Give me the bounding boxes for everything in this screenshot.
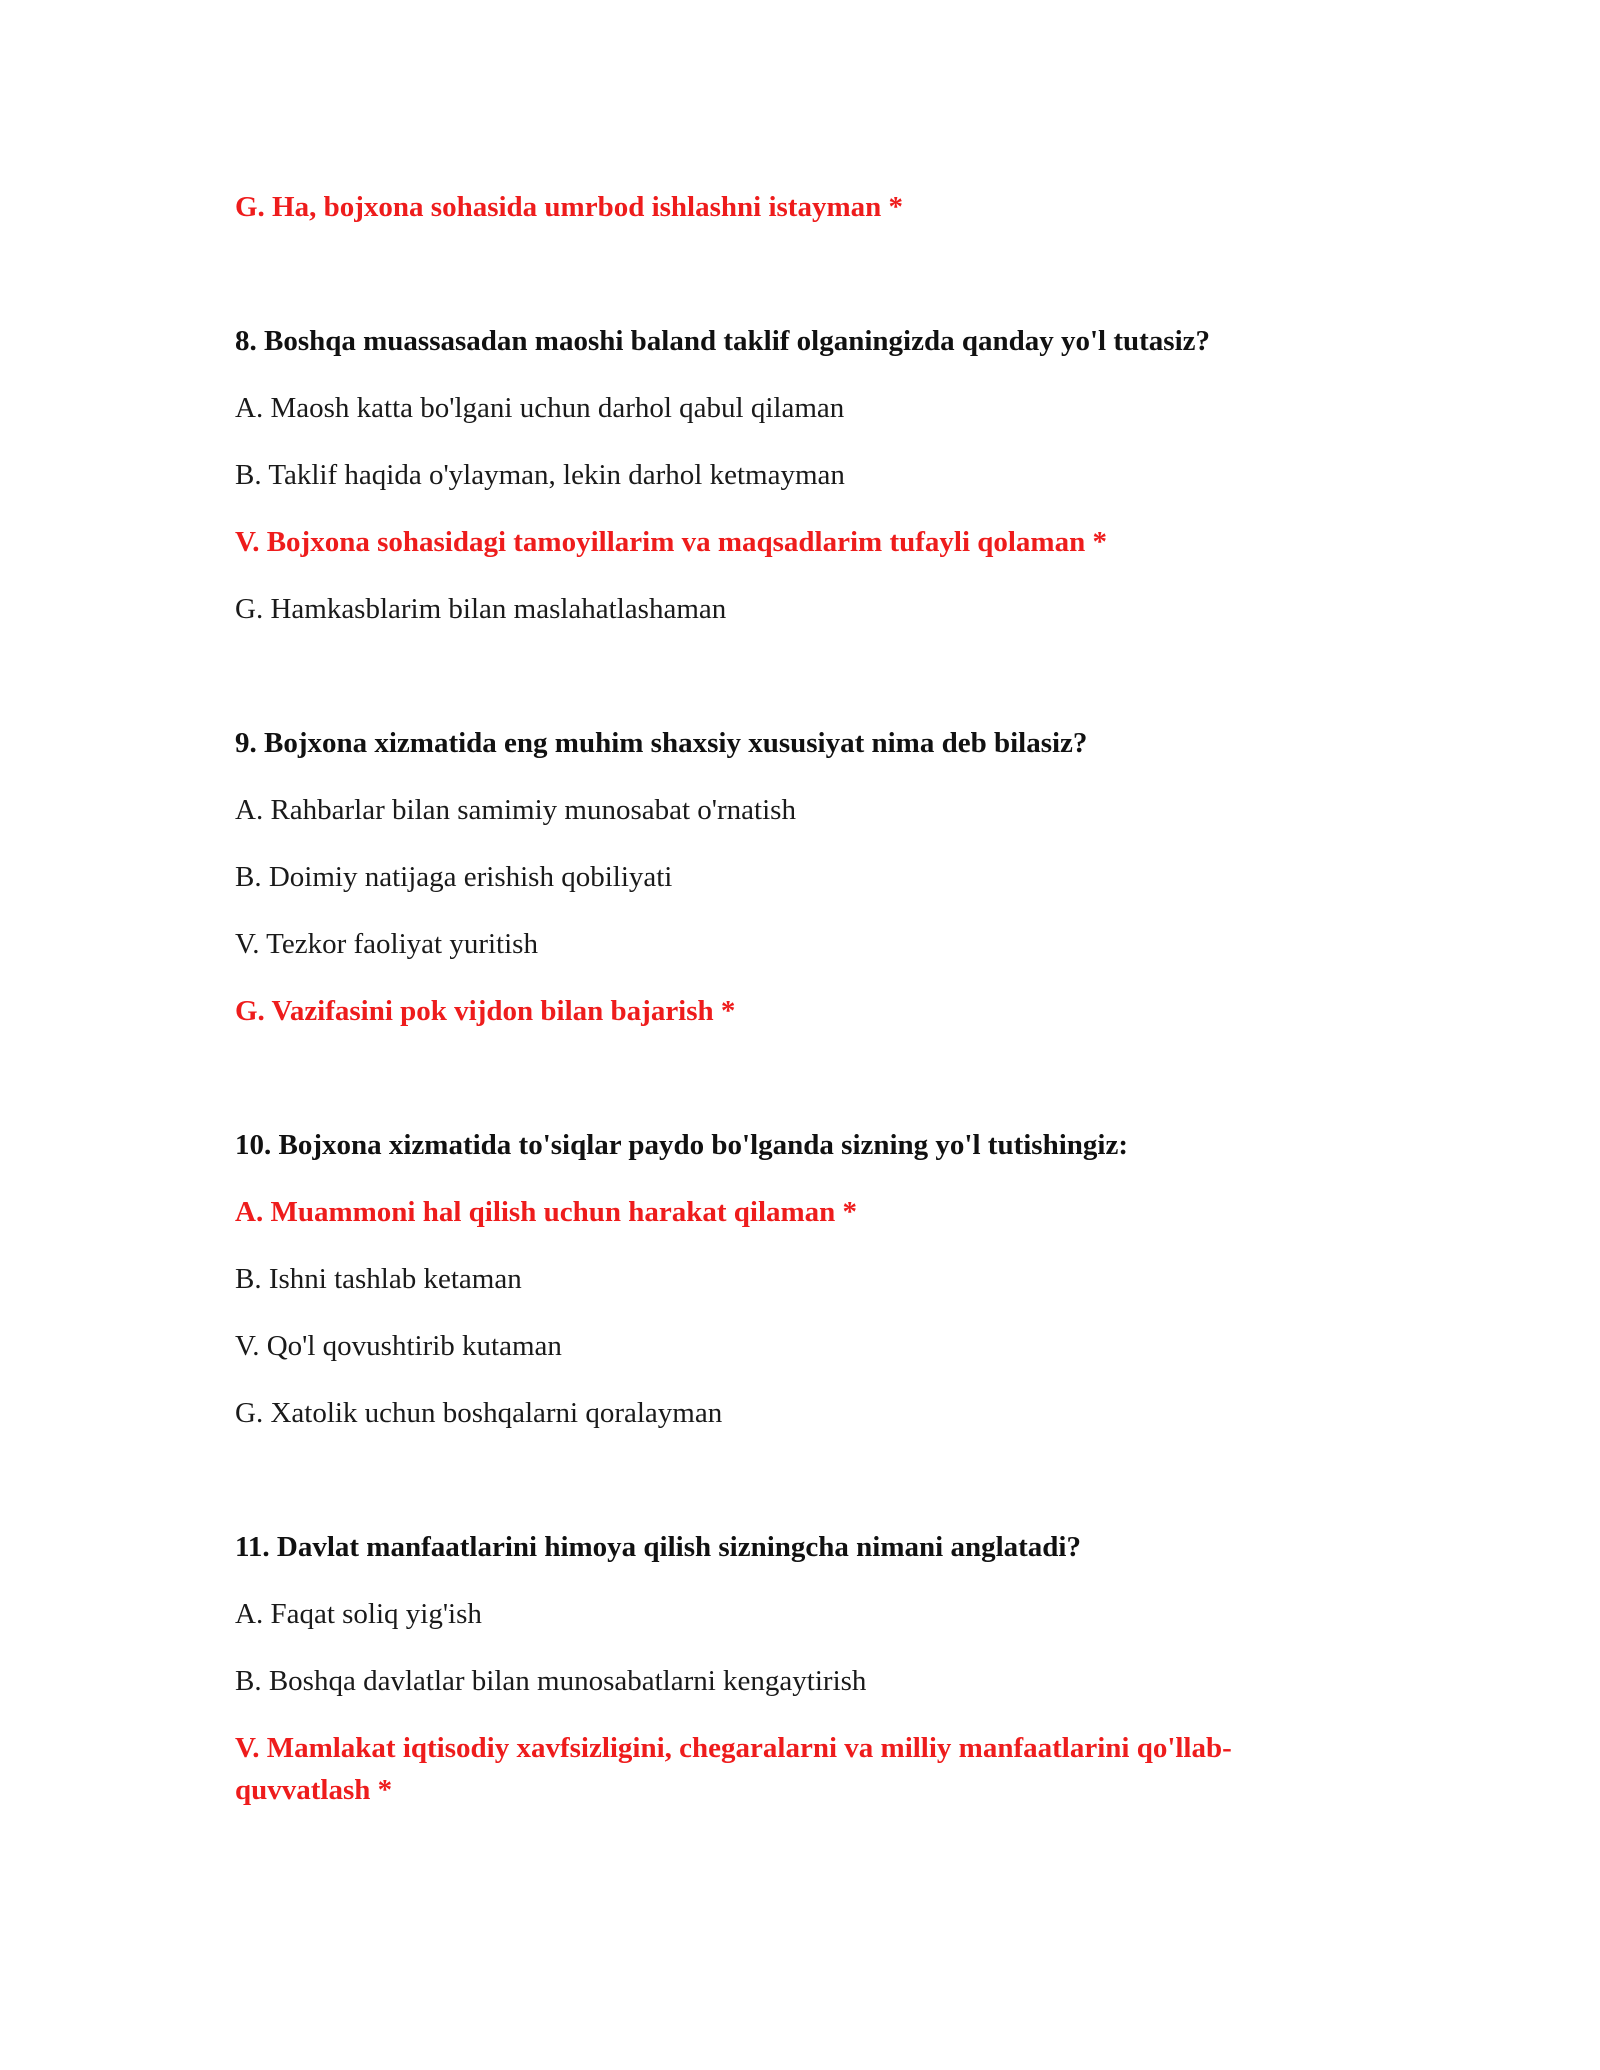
answer-option: B. Doimiy natijaga erishish qobiliyati	[235, 861, 673, 893]
question-8-text: 8. Boshqa muassasadan maoshi baland taklif olganingizda qanday yo'l tutasiz?	[235, 325, 1210, 357]
answer-option: A. Maosh katta bo'lgani uchun darhol qabul qilaman	[235, 392, 845, 424]
answer-option: G. Hamkasblarim bilan maslahatlashaman	[235, 593, 727, 625]
question-10-text: 10. Bojxona xizmatida to'siqlar paydo bo'lganda sizning yo'l tutishingiz:	[235, 1129, 1128, 1161]
answer-option: B. Boshqa davlatlar bilan munosabatlarni kengaytirish	[235, 1665, 867, 1697]
question-11-text: 11. Davlat manfaatlarini himoya qilish sizningcha nimani anglatadi?	[235, 1531, 1081, 1563]
answer-option: V. Qo'l qovushtirib kutaman	[235, 1330, 562, 1362]
answer-option: A. Rahbarlar bilan samimiy munosabat o'rnatish	[235, 794, 796, 826]
answer-option-correct: V. Mamlakat iqtisodiy xavfsizligini, chegaralarni va milliy manfaatlarini qo'llab-quvvatlash *	[235, 1732, 1232, 1806]
answer-option-correct: V. Bojxona sohasidagi tamoyillarim va maqsadlarim tufayli qolaman *	[235, 526, 1107, 558]
answer-option-correct: G. Ha, bojxona sohasida umrbod ishlashni istayman *	[235, 191, 903, 223]
question-9-text: 9. Bojxona xizmatida eng muhim shaxsiy xususiyat nima deb bilasiz?	[235, 727, 1088, 759]
answer-option: G. Xatolik uchun boshqalarni qoralayman	[235, 1397, 723, 1429]
answer-option-correct: A. Muammoni hal qilish uchun harakat qilaman *	[235, 1196, 858, 1228]
answer-option: B. Ishni tashlab ketaman	[235, 1263, 522, 1295]
answer-option: B. Taklif haqida o'ylayman, lekin darhol ketmayman	[235, 459, 845, 491]
answer-option: A. Faqat soliq yig'ish	[235, 1598, 482, 1630]
answer-option-correct: G. Vazifasini pok vijdon bilan bajarish *	[235, 995, 736, 1027]
answer-option: V. Tezkor faoliyat yuritish	[235, 928, 538, 960]
